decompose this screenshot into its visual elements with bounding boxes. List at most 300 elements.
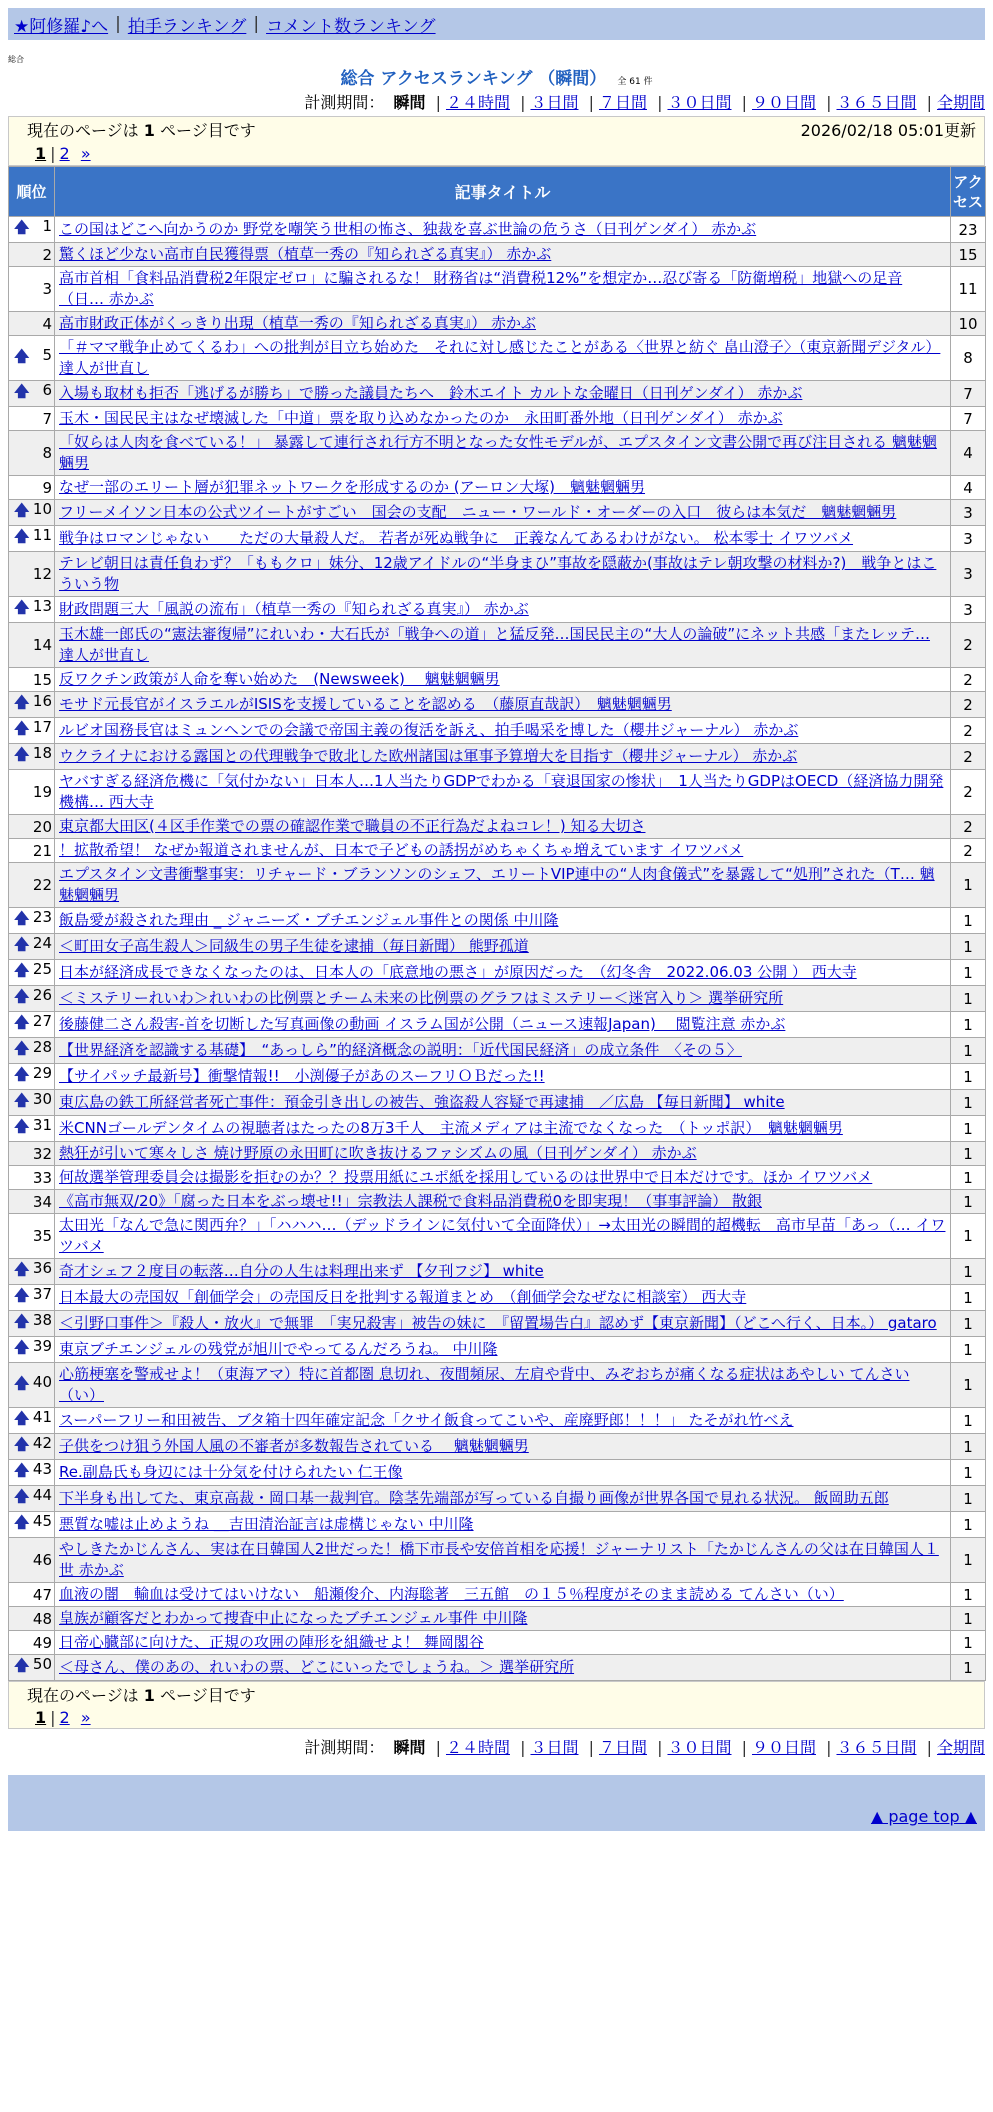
- rank-number: 4: [42, 314, 52, 333]
- table-row: [9, 960, 986, 986]
- table-row: [9, 908, 986, 934]
- title-cell: [55, 1012, 951, 1038]
- access-count: 1: [951, 1064, 986, 1090]
- page-next-link[interactable]: »: [80, 1708, 91, 1727]
- rank-cell: [9, 770, 55, 815]
- home-link[interactable]: ★阿修羅♪へ: [14, 16, 109, 37]
- rank-up-arrow-icon: 🡅: [14, 218, 30, 236]
- rank-cell: [9, 1190, 55, 1214]
- paging-box-top: [8, 116, 985, 166]
- title-cell: [55, 217, 951, 243]
- table-row: [9, 1116, 986, 1142]
- rank-cell: [9, 1012, 55, 1038]
- article-link[interactable]: 「＃ママ戦争止めてくるわ」への批判が目立ち始めた それに対し感じたことがある〈世界と紡ぐ 畠山澄子〉（東京新聞デジタル） 達人が世直し: [59, 338, 941, 377]
- article-link[interactable]: 後藤健二さん殺害-首を切断した写真画像の動画 イスラム国が公開（ニュース速報Japan) 閲覧注意 赤かぶ: [59, 1015, 786, 1033]
- access-count: 4: [951, 476, 986, 500]
- rank-cell: [9, 1311, 55, 1337]
- article-link[interactable]: 財政問題三大「風説の流布」（植草一秀の『知られざる真実』） 赤かぶ: [59, 600, 529, 618]
- table-row: [9, 267, 986, 312]
- article-link[interactable]: フリーメイソン日本の公式ツイートがすごい 国会の支配 ニュー・ワールド・オーダーの入口 彼らは本気だ 魑魅魍魎男: [59, 503, 897, 521]
- table-row: [9, 1190, 986, 1214]
- rank-cell: [9, 243, 55, 267]
- title-cell: [55, 1434, 951, 1460]
- title-cell: [55, 1064, 951, 1090]
- rank-cell: [9, 1631, 55, 1655]
- rank-cell: [9, 431, 55, 476]
- article-link[interactable]: スーパーフリー和田被告、ブタ箱十四年確定記念「クサイ飯食ってこいや、産廃野郎！！！」 たそがれ竹べえ: [59, 1411, 794, 1429]
- title-cell: [55, 1538, 951, 1583]
- rank-cell: [9, 597, 55, 623]
- col-header-title: 記事タイトル: [55, 167, 951, 217]
- rank-cell: [9, 815, 55, 839]
- ranking-table: [8, 166, 986, 1681]
- access-count: 1: [951, 1607, 986, 1631]
- article-link[interactable]: 《高市無双/20》「腐った日本をぶっ壊せ!!」宗教法人課税で食料品消費税0を即実現！（事事評論） 散銀: [59, 1192, 762, 1210]
- title-cell: [55, 1214, 951, 1259]
- table-row: [9, 1259, 986, 1285]
- rank-number: 22: [32, 876, 52, 894]
- rank-up-arrow-icon: 🡅: [14, 909, 30, 927]
- article-link[interactable]: 驚くほど少ない高市自民獲得票（植草一秀の『知られざる真実』） 赤かぶ: [59, 245, 552, 263]
- page-link-2[interactable]: 2: [59, 1708, 70, 1727]
- rank-number: 3: [42, 280, 52, 298]
- rank-number: 29: [32, 1064, 52, 1082]
- article-link[interactable]: 東京ブチエンジェルの残党が旭川でやってるんだろうね。 中川隆: [59, 1340, 498, 1358]
- table-row: [9, 1038, 986, 1064]
- rank-number: 13: [32, 597, 52, 615]
- period-selector-bottom: 計測期間： 瞬間 | ２４時間 | ３日間 | ７日間 | ３０日間 | ９０日間 | ３６５日間 | 全期間: [304, 1738, 985, 1757]
- title-cell: [55, 718, 951, 744]
- title-cell: [55, 1090, 951, 1116]
- table-row: [9, 1064, 986, 1090]
- article-link[interactable]: ＜引野口事件＞『殺人・放火』で無罪 「実兄殺害」被告の妹に 『留置場告白』認めず【東京新聞】（どこへ行く、日本。） gataro: [59, 1314, 937, 1332]
- rank-up-arrow-icon: 🡅: [14, 1260, 30, 1278]
- rank-number: 40: [32, 1372, 52, 1391]
- title-cell: [55, 431, 951, 476]
- rank-cell: [9, 267, 55, 312]
- rank-cell: [9, 692, 55, 718]
- title-cell: [55, 1259, 951, 1285]
- rank-number: 28: [32, 1038, 52, 1056]
- rank-up-arrow-icon: 🡅: [14, 1461, 30, 1479]
- access-count: 1: [951, 1460, 986, 1486]
- article-link[interactable]: 高市財政正体がくっきり出現（植草一秀の『知られざる真実』） 赤かぶ: [59, 314, 536, 332]
- article-link[interactable]: 戦争はロマンじゃない ただの大量殺人だ。 若者が死ぬ戦争に 正義なんてあるわけがない。 松本零士 イワツバメ: [59, 529, 854, 547]
- table-row: [9, 863, 986, 908]
- rank-up-arrow-icon: 🡅: [14, 346, 30, 365]
- title-cell: [55, 407, 951, 431]
- rank-cell: [9, 668, 55, 692]
- access-count: 2: [951, 623, 986, 668]
- period-link-all[interactable]: 全期間: [936, 1738, 985, 1757]
- page-status-bottom: 現在のページは 1 ページ目です: [27, 1686, 256, 1705]
- article-link[interactable]: 入場も取材も拒否「逃げるが勝ち」で勝った議員たちへ 鈴木エイト カルトな金曜日（日刊ゲンダイ） 赤かぶ: [59, 384, 803, 402]
- article-link[interactable]: ヤバすぎる経済危機に「気付かない」日本人…1人当たりGDPでわかる「衰退国家の惨状」 1人当たりGDPはOECD（経済協力開発機構… 西大寺: [59, 772, 944, 811]
- article-link[interactable]: ＜ミステリーれいわ＞れいわの比例票とチーム未来の比例票のグラフはミステリー＜迷宮入り＞ 選挙研究所: [59, 989, 784, 1007]
- title-cell: [55, 623, 951, 668]
- access-count: 1: [951, 1583, 986, 1607]
- title-cell: [55, 597, 951, 623]
- article-link[interactable]: 飯島愛が殺された理由 _ ジャニーズ・ブチエンジェル事件との関係 中川隆: [59, 911, 559, 929]
- rank-up-arrow-icon: 🡅: [14, 935, 30, 953]
- article-link[interactable]: 皇族が顧客だとわかって捜査中止になったブチエンジェル事件 中川隆: [59, 1609, 528, 1627]
- period-current: 瞬間: [393, 1738, 426, 1757]
- col-header-rank: 順位: [9, 167, 55, 217]
- comment-ranking-link[interactable]: コメント数ランキング: [266, 16, 436, 37]
- article-link[interactable]: ！拡散希望！ なぜか報道されませんが、日本で子どもの誘拐がめちゃくちゃ増えています イワツバメ: [59, 841, 744, 859]
- table-row: [9, 526, 986, 552]
- article-link[interactable]: 日本最大の売国奴「創価学会」の売国反日を批判する報道まとめ （創価学会なぜなに相談室） 西大寺: [59, 1288, 747, 1306]
- title-cell: [55, 381, 951, 407]
- title-cell: [55, 934, 951, 960]
- article-link[interactable]: 日本が経済成長できなくなったのは、日本人の「底意地の悪さ」が原因だった （幻冬舎 2022.06.03 公開 ） 西大寺: [59, 963, 857, 981]
- title-cell: [55, 1583, 951, 1607]
- period-link-90d[interactable]: ９０日間: [751, 1738, 816, 1757]
- rank-up-arrow-icon: 🡅: [14, 1065, 30, 1083]
- rank-number: 35: [32, 1227, 52, 1245]
- rank-number: 27: [32, 1012, 52, 1030]
- rank-number: 20: [32, 817, 52, 836]
- rank-number: 2: [42, 245, 52, 264]
- rank-number: 32: [32, 1144, 52, 1163]
- rank-number: 46: [32, 1551, 52, 1569]
- title-cell: [55, 770, 951, 815]
- rank-number: 33: [32, 1168, 52, 1187]
- period-link-7d[interactable]: ７日間: [598, 93, 647, 112]
- article-link[interactable]: 「奴らは人肉を食べている！」 暴露して連行され行方不明となった女性モデルが、エプスタイン文書公開で再び注目される 魑魅魍魎男: [59, 433, 937, 472]
- table-row: [9, 1631, 986, 1655]
- article-link[interactable]: ＜母さん、僕のあの、れいわの票、どこにいったでしょうね。＞ 選挙研究所: [59, 1658, 575, 1676]
- access-count: 1: [951, 1631, 986, 1655]
- access-count: 1: [951, 1214, 986, 1259]
- access-count: 23: [951, 217, 986, 243]
- article-link[interactable]: 日帝心臓部に向けた、正規の攻囲の陣形を組織せよ！ 舞岡閣谷: [59, 1633, 484, 1651]
- page-link-2[interactable]: 2: [59, 144, 70, 163]
- rank-number: 34: [32, 1192, 52, 1211]
- rank-number: 37: [32, 1285, 52, 1303]
- rank-cell: [9, 1655, 55, 1681]
- rank-up-arrow-icon: 🡅: [14, 1373, 30, 1392]
- rank-cell: [9, 744, 55, 770]
- rank-up-arrow-icon: 🡅: [14, 1117, 30, 1135]
- rank-cell: [9, 217, 55, 243]
- title-cell: [55, 1038, 951, 1064]
- rank-number: 50: [32, 1655, 52, 1673]
- access-count: 1: [951, 863, 986, 908]
- article-link[interactable]: テレビ朝日は責任負わず？「ももクロ」妹分、12歳アイドルの“半身まひ”事故を隠蔽か(事故はテレ朝攻撃の材料か?) 戦争とはこういう物: [59, 554, 937, 593]
- article-link[interactable]: 東広島の鉄工所経営者死亡事件：預金引き出しの被告、強盗殺人容疑で再逮捕 ／広島 【毎日新聞】 white: [59, 1093, 785, 1111]
- table-row: [9, 1214, 986, 1259]
- article-link[interactable]: 【世界経済を認識する基礎】 “あっしら”的経済概念の説明：「近代国民経済」の成立条件 〈その５〉: [59, 1041, 742, 1059]
- table-row: [9, 744, 986, 770]
- rank-up-arrow-icon: 🡅: [14, 1039, 30, 1057]
- article-link[interactable]: 何故選挙管理委員会は撮影を拒むのか？？投票用紙にユポ紙を採用しているのは世界中で日本だけです。ほか イワツバメ: [59, 1168, 873, 1186]
- table-row: [9, 1512, 986, 1538]
- rank-cell: [9, 1038, 55, 1064]
- table-row: [9, 500, 986, 526]
- rank-cell: [9, 336, 55, 381]
- access-count: 7: [951, 381, 986, 407]
- rank-number: 31: [32, 1116, 52, 1134]
- period-link-3d[interactable]: ３日間: [530, 93, 579, 112]
- rank-cell: [9, 623, 55, 668]
- access-count: 1: [951, 986, 986, 1012]
- title-cell: [55, 1655, 951, 1681]
- rank-cell: [9, 1116, 55, 1142]
- table-row: [9, 597, 986, 623]
- rank-number: 25: [32, 960, 52, 978]
- table-row: [9, 692, 986, 718]
- rank-number: 23: [32, 908, 52, 926]
- rank-cell: [9, 1583, 55, 1607]
- title-cell: [55, 312, 951, 336]
- access-count: 7: [951, 407, 986, 431]
- table-row: [9, 1538, 986, 1583]
- article-link[interactable]: なぜ一部のエリート層が犯罪ネットワークを形成するのか (アーロン大塚) 魑魅魍魎男: [59, 478, 646, 496]
- table-row: [9, 1583, 986, 1607]
- updated-timestamp: 2026/02/18 05:01更新: [800, 121, 976, 140]
- access-count: 3: [951, 526, 986, 552]
- article-link[interactable]: この国はどこへ向かうのか 野党を嘲笑う世相の怖さ、独裁を喜ぶ世論の危うさ（日刊ゲンダイ） 赤かぶ: [59, 220, 757, 238]
- page-status: 現在のページは 1 ページ目です: [27, 121, 256, 140]
- rank-number: 5: [42, 345, 52, 364]
- title-cell: [55, 815, 951, 839]
- access-count: 1: [951, 1038, 986, 1064]
- table-row: [9, 336, 986, 381]
- rank-up-arrow-icon: 🡅: [14, 719, 30, 737]
- rank-up-arrow-icon: 🡅: [14, 745, 30, 763]
- table-row: [9, 1460, 986, 1486]
- title-cell: [55, 1337, 951, 1363]
- article-link[interactable]: 東京都大田区(４区手作業での票の確認作業で職員の不正行為だよねコレ！) 知る大切さ: [59, 817, 646, 835]
- col-header-access: アクセス: [951, 167, 986, 217]
- table-row: [9, 217, 986, 243]
- rank-number: 21: [32, 841, 52, 860]
- period-link-365d[interactable]: ３６５日間: [836, 93, 917, 112]
- rank-cell: [9, 1285, 55, 1311]
- access-count: 1: [951, 1012, 986, 1038]
- rank-number: 16: [32, 692, 52, 710]
- rank-number: 17: [32, 718, 52, 736]
- table-row: [9, 718, 986, 744]
- title-cell: [55, 552, 951, 597]
- rank-number: 19: [32, 783, 52, 801]
- rank-cell: [9, 1363, 55, 1408]
- access-count: 1: [951, 908, 986, 934]
- article-link[interactable]: 太田光「なんで急に関西弁？」「ハハハ…（デッドラインに気付いて全面降伏）」→太田光の瞬間的超機転 高市早苗「あっ（… イワツバメ: [59, 1216, 946, 1255]
- clap-ranking-link[interactable]: 拍手ランキング: [127, 16, 247, 37]
- article-link[interactable]: 高市首相「食料品消費税2年限定ゼロ」に騙されるな！ 財務省は“消費税12%”を想定か…忍び寄る「防衛増税」地獄への足音（日… 赤かぶ: [59, 269, 903, 308]
- access-count: 1: [951, 1512, 986, 1538]
- table-row: [9, 815, 986, 839]
- access-count: 15: [951, 243, 986, 267]
- table-row: [9, 1607, 986, 1631]
- footer-bar: [8, 1775, 985, 1803]
- period-link-3d[interactable]: ３日間: [530, 1738, 579, 1757]
- title-cell: [55, 1190, 951, 1214]
- page-title: 総合 アクセスランキング （瞬間）: [340, 69, 607, 89]
- period-link-30d[interactable]: ３０日間: [667, 93, 732, 112]
- access-count: 1: [951, 1285, 986, 1311]
- access-count: 2: [951, 718, 986, 744]
- rank-number: 18: [32, 744, 52, 762]
- period-link-24h[interactable]: ２４時間: [445, 93, 510, 112]
- table-row: [9, 1142, 986, 1166]
- article-link[interactable]: 熱狂が引いて寒々しさ 焼け野原の永田町に吹き抜けるファシズムの風（日刊ゲンダイ） 赤かぶ: [59, 1144, 697, 1162]
- table-row: [9, 312, 986, 336]
- rank-number: 8: [42, 444, 52, 462]
- rank-number: 39: [32, 1337, 52, 1355]
- table-row: [9, 431, 986, 476]
- rank-number: 45: [32, 1512, 52, 1530]
- period-current: 瞬間: [393, 93, 426, 112]
- rank-number: 24: [32, 934, 52, 952]
- rank-number: 43: [32, 1460, 52, 1478]
- article-link[interactable]: ルビオ国務長官はミュンヘンでの会議で帝国主義の復活を訴え、拍手喝采を博した（櫻井ジャーナル） 赤かぶ: [59, 721, 799, 739]
- rank-number: 41: [32, 1408, 52, 1426]
- period-label: 計測期間：: [304, 93, 385, 112]
- rank-up-arrow-icon: 🡅: [14, 1435, 30, 1453]
- table-row: [9, 1285, 986, 1311]
- page-top-bar: [8, 1803, 985, 1831]
- rank-cell: [9, 1486, 55, 1512]
- rank-number: 7: [42, 409, 52, 428]
- rank-up-arrow-icon: 🡅: [14, 1409, 30, 1427]
- rank-cell: [9, 718, 55, 744]
- table-row: [9, 1166, 986, 1190]
- table-row: [9, 1337, 986, 1363]
- access-count: 10: [951, 312, 986, 336]
- access-count: 1: [951, 1655, 986, 1681]
- rank-cell: [9, 1090, 55, 1116]
- rank-cell: [9, 476, 55, 500]
- rank-up-arrow-icon: 🡅: [14, 693, 30, 711]
- rank-up-arrow-icon: 🡅: [14, 1013, 30, 1031]
- article-link[interactable]: 【サイパッチ最新号】衝撃情報!! 小渕優子があのスーフリＯＢだった!!: [59, 1067, 545, 1085]
- access-count: 2: [951, 668, 986, 692]
- period-link-30d[interactable]: ３０日間: [667, 1738, 732, 1757]
- title-cell: [55, 476, 951, 500]
- nav-separator: |: [115, 14, 121, 34]
- access-count: 1: [951, 1311, 986, 1337]
- access-count: 2: [951, 770, 986, 815]
- title-cell: [55, 839, 951, 863]
- rank-number: 48: [32, 1609, 52, 1628]
- article-link[interactable]: 下半身も出してた、東京高裁・岡口基一裁判官。陰茎先端部が写っている自撮り画像が世界各国で見れる状況。 飯岡助五郎: [59, 1489, 889, 1507]
- period-link-365d[interactable]: ３６５日間: [836, 1738, 917, 1757]
- period-link-90d[interactable]: ９０日間: [751, 93, 816, 112]
- rank-up-arrow-icon: 🡅: [14, 1513, 30, 1531]
- access-count: 2: [951, 744, 986, 770]
- title-cell: [55, 908, 951, 934]
- table-row: [9, 476, 986, 500]
- article-link[interactable]: やしきたかじんさん、実は在日韓国人2世だった！橋下市長や安倍首相を応援！ジャーナリスト「たかじんさんの父は在日韓国人１世 赤かぶ: [59, 1540, 939, 1579]
- paging-box-bottom: [8, 1681, 985, 1729]
- article-link[interactable]: エプスタイン文書衝撃事実：リチャード・ブランソンのシェフ、エリートVIP連中の“人肉食儀式”を暴露して“処刑”された（T… 魑魅魍魎男: [59, 865, 935, 904]
- article-link[interactable]: ウクライナにおける露国との代理戦争で敗北した欧州諸国は軍事予算増大を目指す（櫻井ジャーナル） 赤かぶ: [59, 747, 798, 765]
- rank-number: 14: [32, 636, 52, 654]
- table-row: [9, 1012, 986, 1038]
- article-link[interactable]: 米CNNゴールデンタイムの視聴者はたったの8万3千人 主流メディアは主流でなくなった （トッポ訳） 魑魅魍魎男: [59, 1119, 843, 1137]
- article-link[interactable]: 玉木雄一郎氏の“憲法審復帰”にれいわ・大石氏が「戦争への道」と猛反発…国民民主の“大人の論破”にネット共感「またレッテ… 達人が世直し: [59, 625, 930, 664]
- title-cell: [55, 1631, 951, 1655]
- article-link[interactable]: 玉木・国民民主はなぜ壊滅した「中道」票を取り込めなかったのか 永田町番外地（日刊ゲンダイ） 赤かぶ: [59, 409, 783, 427]
- rank-cell: [9, 960, 55, 986]
- period-link-7d[interactable]: ７日間: [598, 1738, 647, 1757]
- table-row: [9, 381, 986, 407]
- article-link[interactable]: 奇才シェフ２度目の転落…自分の人生は料理出来ず 【夕刊フジ】 white: [59, 1262, 544, 1280]
- rank-number: 26: [32, 986, 52, 1004]
- section-label: 総合: [8, 55, 24, 64]
- access-count: 1: [951, 960, 986, 986]
- table-row: [9, 243, 986, 267]
- rank-cell: [9, 934, 55, 960]
- article-link[interactable]: モサド元長官がイスラエルがISISを支援していることを認める （藤原直哉訳） 魑魅魍魎男: [59, 695, 672, 713]
- rank-up-arrow-icon: 🡅: [14, 987, 30, 1005]
- article-link[interactable]: Re.副島氏も身辺には十分気を付けられたい 仁王像: [59, 1463, 403, 1481]
- rank-up-arrow-icon: 🡅: [14, 1091, 30, 1109]
- article-link[interactable]: 反ワクチン政策が人命を奪い始めた (Newsweek) 魑魅魍魎男: [59, 670, 500, 688]
- title-cell: [55, 1116, 951, 1142]
- page-top-link[interactable]: ▲ page top ▲: [870, 1807, 977, 1826]
- article-link[interactable]: 血液の闇 輸血は受けてはいけない 船瀬俊介、内海聡著 三五館 の１５％程度がそのまま読める てんさい（い）: [59, 1585, 844, 1603]
- rank-cell: [9, 1064, 55, 1090]
- access-count: 1: [951, 1259, 986, 1285]
- article-link[interactable]: 子供をつけ狙う外国人風の不審者が多数報告されている 魑魅魍魎男: [59, 1437, 529, 1455]
- table-row: [9, 1090, 986, 1116]
- title-cell: [55, 1166, 951, 1190]
- rank-up-arrow-icon: 🡅: [14, 382, 30, 400]
- rank-number: 9: [42, 478, 52, 497]
- table-row: [9, 1655, 986, 1681]
- rank-number: 12: [32, 565, 52, 583]
- access-count: 2: [951, 839, 986, 863]
- access-count: 1: [951, 934, 986, 960]
- table-row: [9, 1311, 986, 1337]
- article-link[interactable]: 悪質な嘘は止めようね ＿吉田清治証言は虚構じゃない 中川隆: [59, 1515, 474, 1533]
- access-count: 1: [951, 1190, 986, 1214]
- rank-number: 49: [32, 1633, 52, 1652]
- title-cell: [55, 1486, 951, 1512]
- table-row: [9, 934, 986, 960]
- rank-cell: [9, 381, 55, 407]
- total-count: 全 61 件: [617, 77, 653, 87]
- table-row: [9, 986, 986, 1012]
- rank-cell: [9, 1259, 55, 1285]
- rank-cell: [9, 986, 55, 1012]
- ranking-title-row: [0, 68, 993, 90]
- rank-number: 36: [32, 1259, 52, 1277]
- title-cell: [55, 1142, 951, 1166]
- period-label: 計測期間：: [304, 1738, 385, 1757]
- period-link-24h[interactable]: ２４時間: [445, 1738, 510, 1757]
- period-link-all[interactable]: 全期間: [936, 93, 985, 112]
- access-count: 2: [951, 692, 986, 718]
- table-row: [9, 623, 986, 668]
- title-cell: [55, 863, 951, 908]
- article-link[interactable]: ＜町田女子高生殺人＞同級生の男子生徒を逮捕（毎日新聞） 熊野孤道: [59, 937, 529, 955]
- title-cell: [55, 1285, 951, 1311]
- rank-number: 42: [32, 1434, 52, 1452]
- page-next-link[interactable]: »: [80, 144, 91, 163]
- article-link[interactable]: 心筋梗塞を警戒せよ！（東海アマ）特に首都圏 息切れ、夜間頻尿、左肩や背中、みぞおちが痛くなる症状はあやしい てんさい（い）: [59, 1365, 910, 1404]
- title-cell: [55, 692, 951, 718]
- table-row: [9, 668, 986, 692]
- title-cell: [55, 243, 951, 267]
- rank-number: 44: [32, 1486, 52, 1504]
- access-count: 1: [951, 1166, 986, 1190]
- table-row: [9, 407, 986, 431]
